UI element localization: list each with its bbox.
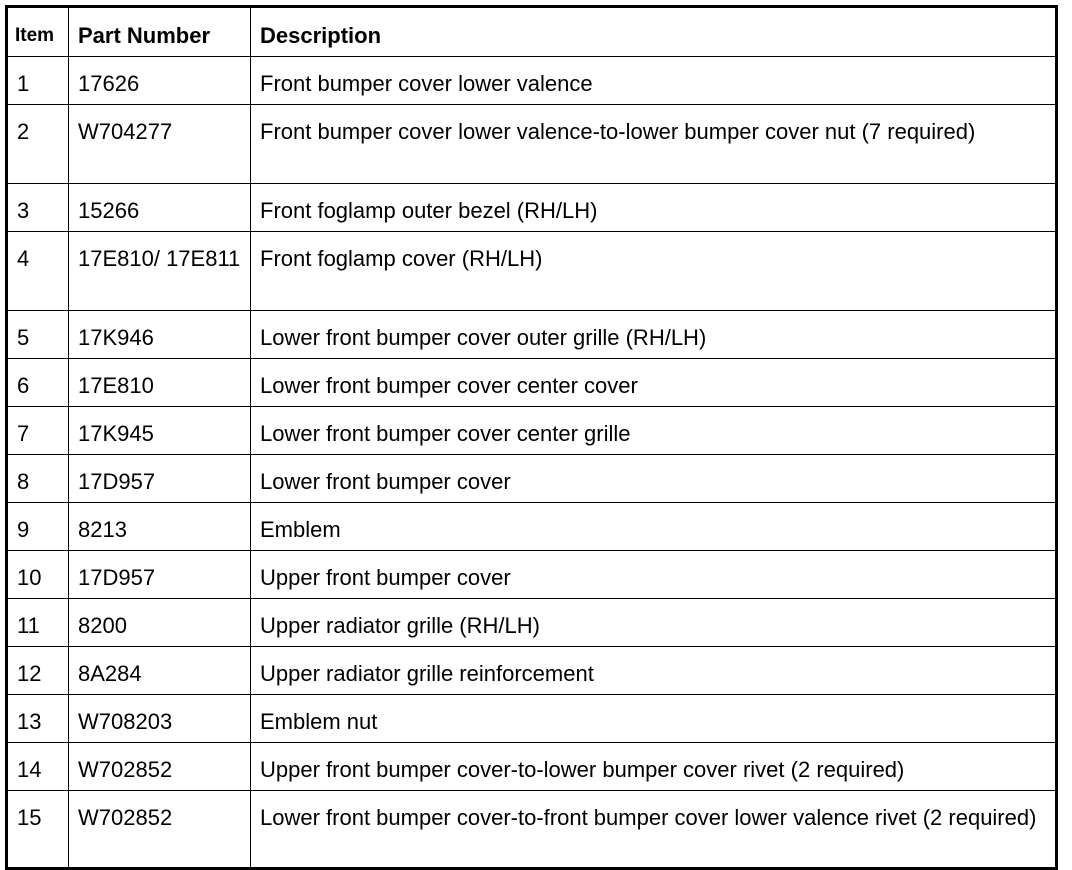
part-number-cell: 17K945 [69,407,251,455]
item-cell: 5 [7,311,69,359]
table-row [7,743,1057,791]
item-cell: 2 [7,105,69,184]
table-row [7,407,1057,455]
table-row [7,57,1057,105]
part-number-cell: 8213 [69,503,251,551]
part-number-cell: 17D957 [69,455,251,503]
description-cell: Lower front bumper cover outer grille (RH/LH) [251,311,1057,359]
item-cell: 9 [7,503,69,551]
table-row [7,791,1057,869]
part-number-cell: 17626 [69,57,251,105]
item-cell: 10 [7,551,69,599]
description-cell: Emblem [251,503,1057,551]
description-cell: Lower front bumper cover-to-front bumper cover lower valence rivet (2 required) [251,791,1057,869]
description-cell: Lower front bumper cover center cover [251,359,1057,407]
part-number-cell: 17E810 [69,359,251,407]
item-cell: 14 [7,743,69,791]
description-cell: Upper front bumper cover [251,551,1057,599]
part-number-cell: 8200 [69,599,251,647]
table-row [7,551,1057,599]
part-number-cell: W708203 [69,695,251,743]
description-cell: Front bumper cover lower valence-to-lower bumper cover nut (7 required) [251,105,1057,184]
part-number-column-header: Part Number [69,7,251,57]
part-number-cell: 17E810/ 17E811 [69,232,251,311]
description-cell: Upper radiator grille (RH/LH) [251,599,1057,647]
item-cell: 15 [7,791,69,869]
item-column-header: Item [7,7,69,57]
description-cell: Front foglamp outer bezel (RH/LH) [251,184,1057,232]
table-row [7,599,1057,647]
item-cell: 1 [7,57,69,105]
part-number-cell: 8A284 [69,647,251,695]
description-cell: Emblem nut [251,695,1057,743]
item-cell: 12 [7,647,69,695]
item-cell: 13 [7,695,69,743]
part-number-cell: W702852 [69,743,251,791]
part-number-cell: 15266 [69,184,251,232]
description-cell: Front foglamp cover (RH/LH) [251,232,1057,311]
item-cell: 3 [7,184,69,232]
item-cell: 11 [7,599,69,647]
part-number-cell: 17D957 [69,551,251,599]
item-cell: 8 [7,455,69,503]
table-row [7,311,1057,359]
description-cell: Upper radiator grille reinforcement [251,647,1057,695]
table-row [7,232,1057,311]
item-cell: 7 [7,407,69,455]
table-row [7,647,1057,695]
table-row [7,359,1057,407]
item-cell: 6 [7,359,69,407]
table-row [7,503,1057,551]
description-column-header: Description [251,7,1057,57]
table-row [7,105,1057,184]
description-cell: Upper front bumper cover-to-lower bumper cover rivet (2 required) [251,743,1057,791]
table-row [7,184,1057,232]
description-cell: Front bumper cover lower valence [251,57,1057,105]
parts-table [5,5,1058,870]
part-number-cell: W702852 [69,791,251,869]
item-cell: 4 [7,232,69,311]
table-row [7,455,1057,503]
table-row [7,695,1057,743]
part-number-cell: 17K946 [69,311,251,359]
part-number-cell: W704277 [69,105,251,184]
description-cell: Lower front bumper cover center grille [251,407,1057,455]
table-header-row [7,7,1057,57]
description-cell: Lower front bumper cover [251,455,1057,503]
